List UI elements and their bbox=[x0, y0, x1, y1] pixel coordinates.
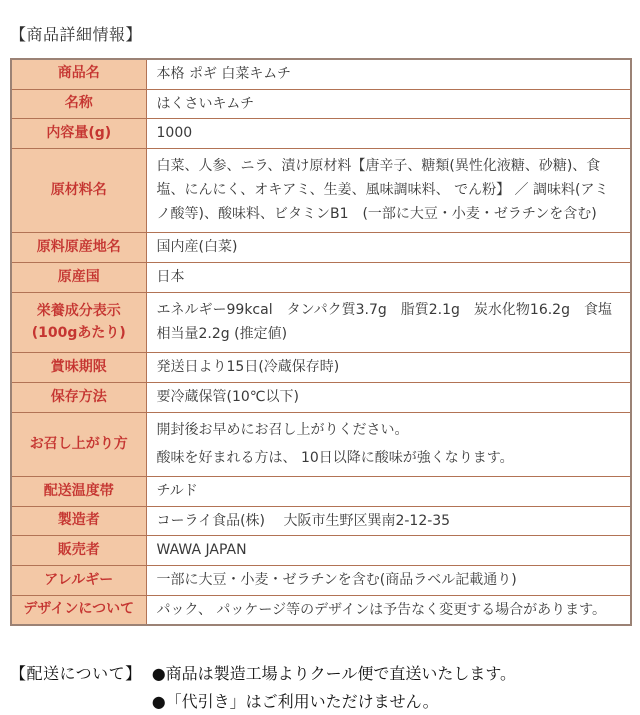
row-label-line: (100gあたり) bbox=[31, 324, 126, 341]
row-label-cell bbox=[11, 263, 146, 293]
row-value-cell bbox=[146, 566, 631, 596]
row-label-line: 保存方法 bbox=[50, 388, 107, 405]
product-info-table bbox=[10, 58, 632, 626]
table-row bbox=[11, 595, 631, 625]
table-row bbox=[11, 119, 631, 149]
row-label-line: 原材料名 bbox=[50, 181, 107, 198]
product-table-body bbox=[11, 59, 631, 625]
table-row bbox=[11, 233, 631, 263]
shipping-note-section bbox=[10, 660, 632, 714]
row-label-line: 販売者 bbox=[57, 541, 100, 558]
table-row bbox=[11, 149, 631, 233]
row-label-cell bbox=[11, 292, 146, 353]
table-row bbox=[11, 412, 631, 476]
shipping-note-line: ●商品は製造工場よりクール便で直送いたします。 bbox=[151, 664, 517, 684]
row-value-line: 白菜、人参、ニラ、漬け原材料【唐辛子、糖類(異性化液糖、砂糖)、食塩、にんにく、オキアミ、生姜、風味調味料、 でん粉】 ／ 調味料(アミノ酸等)、酸味料、ビタミンB1 (一部に大豆・小麦・ゼラチンを含む) bbox=[156, 158, 609, 222]
row-label-line: 配送温度帯 bbox=[43, 482, 114, 499]
row-label-cell bbox=[11, 383, 146, 413]
table-row bbox=[11, 353, 631, 383]
table-row bbox=[11, 89, 631, 119]
row-value-cell bbox=[146, 233, 631, 263]
row-value-line: WAWA JAPAN bbox=[156, 542, 247, 559]
row-value-line: はくさいキムチ bbox=[156, 95, 255, 112]
row-value-cell bbox=[146, 383, 631, 413]
row-label-cell bbox=[11, 477, 146, 507]
row-label-line: 名称 bbox=[64, 95, 93, 112]
table-row bbox=[11, 383, 631, 413]
row-value-line: チルド bbox=[156, 483, 198, 500]
row-value-cell bbox=[146, 412, 631, 476]
row-value-cell bbox=[146, 59, 631, 89]
row-value-cell bbox=[146, 119, 631, 149]
row-value-cell bbox=[146, 595, 631, 625]
row-value-cell bbox=[146, 506, 631, 536]
row-value-line: 本格 ポギ 白菜キムチ bbox=[156, 66, 291, 82]
row-label-line: デザインについて bbox=[23, 601, 135, 618]
table-row bbox=[11, 506, 631, 536]
row-value-line: 酸味を好まれる方は、 10日以降に酸味が強くなります。 bbox=[156, 450, 514, 467]
row-label-cell bbox=[11, 353, 146, 383]
table-row bbox=[11, 477, 631, 507]
row-value-cell bbox=[146, 292, 631, 353]
table-row bbox=[11, 292, 631, 353]
table-row bbox=[11, 59, 631, 89]
shipping-note-line: ●「代引き」はご利用いただけません。 bbox=[151, 691, 439, 711]
row-value-cell bbox=[146, 353, 631, 383]
row-label-cell bbox=[11, 59, 146, 89]
row-value-cell bbox=[146, 89, 631, 119]
row-label-line: 内容量(g) bbox=[46, 124, 112, 141]
row-value-line: パック、 パッケージ等のデザインは予告なく変更する場合があります。 bbox=[156, 601, 607, 618]
row-value-line: 日本 bbox=[156, 269, 185, 286]
row-value-cell bbox=[146, 536, 631, 566]
row-value-line: エネルギー99kcal タンパク質3.7g 脂質2.1g 炭水化物16.2g 食塩相当量2.2g (推定値) bbox=[156, 301, 612, 342]
row-label-cell bbox=[11, 149, 146, 233]
row-label-cell bbox=[11, 89, 146, 119]
row-label-line: お召し上がり方 bbox=[29, 435, 128, 452]
product-detail-heading: 【商品詳細情報】 bbox=[10, 25, 143, 44]
table-row bbox=[11, 566, 631, 596]
row-value-line: 要冷蔵保管(10℃以下) bbox=[156, 389, 299, 406]
table-row bbox=[11, 263, 631, 293]
row-label-cell bbox=[11, 119, 146, 149]
row-value-line: 一部に大豆・小麦・ゼラチンを含む(商品ラベル記載通り) bbox=[156, 572, 517, 589]
row-label-cell bbox=[11, 536, 146, 566]
row-label-line: 栄養成分表示 bbox=[36, 302, 121, 319]
row-value-line: 1000 bbox=[156, 125, 193, 142]
row-label-cell bbox=[11, 566, 146, 596]
row-value-cell bbox=[146, 149, 631, 233]
row-value-line: 開封後お早めにお召し上がりください。 bbox=[156, 421, 409, 438]
row-value-line: 発送日より15日(冷蔵保存時) bbox=[156, 359, 340, 376]
row-label-line: 商品名 bbox=[57, 65, 100, 82]
row-label-cell bbox=[11, 506, 146, 536]
shipping-note-list bbox=[152, 660, 632, 714]
row-value-line: コーライ食品(株) 大阪市生野区巽南2-12-35 bbox=[156, 512, 451, 529]
row-label-line: 製造者 bbox=[57, 512, 100, 529]
row-label-cell bbox=[11, 595, 146, 625]
row-label-cell bbox=[11, 412, 146, 476]
row-label-cell bbox=[11, 233, 146, 263]
shipping-note-label: 【配送について】 bbox=[10, 664, 142, 684]
row-value-cell bbox=[146, 477, 631, 507]
row-value-cell bbox=[146, 263, 631, 293]
row-label-line: アレルギー bbox=[44, 571, 114, 588]
row-label-line: 賞味期限 bbox=[50, 358, 107, 375]
row-value-line: 国内産(白菜) bbox=[156, 239, 238, 256]
row-label-line: 原産国 bbox=[57, 268, 100, 285]
table-row bbox=[11, 536, 631, 566]
row-label-line: 原料原産地名 bbox=[36, 238, 121, 255]
